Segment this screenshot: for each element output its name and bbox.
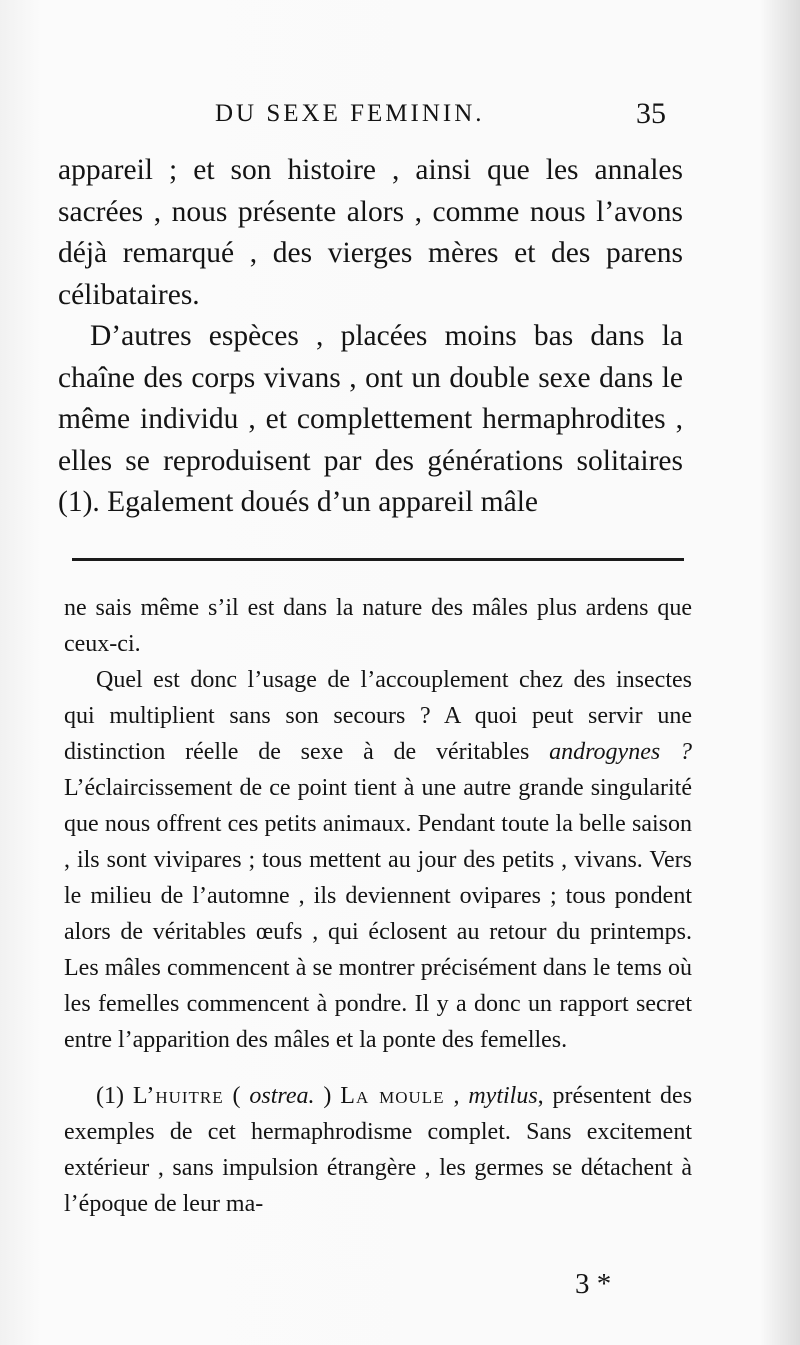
running-title: DU SEXE FEMININ. [215,100,485,127]
footnote-1 [64,1078,692,1222]
footnote-text: , présentent des exemples de cet hermaphrodisme complet. Sans excitement extérieur , sans impulsion étrangère , les germes se détachent à l’époque de leur ma- [64,1083,693,1217]
signature-mark: 3 * [575,1268,612,1300]
punctuation: ( [223,1083,250,1109]
note-continuation: ne sais même s’il est dans la nature des mâles plus ardens que ceux-ci. [64,595,692,657]
punctuation: , [444,1083,469,1109]
note-text: L’éclaircissement de ce point tient à une autre grande singularité que nous offrent ces petits animaux. Pendant toute la belle saison , ils sont vivipares ; tous mettent au jour des petits , vivans. Vers le milieu de l’automne , ils deviennent ovipares ; tous pondent alors de véritables œufs , qui éclosent au retour du printemps. Les mâles commencent à se montrer précisément dans le tems où les femelles commencent à pondre. Il y a donc un rapport secret entre l’apparition des mâles et la ponte des femelles. [64,775,692,1053]
term-mytilus: mytilus [468,1083,538,1109]
footnote-separator-rule [72,558,684,561]
page-number: 35 [636,97,666,130]
punctuation: ) [314,1083,341,1109]
note-text: Quel est donc l’usage de l’accouplement chez des insectes qui multiplient sans son secours ? A quoi peut servir une distinction réelle de sexe à de véritables [64,667,692,765]
main-paragraph: D’autres espèces , placées moins bas dans la chaîne des corps vivans , ont un double sexe dans le même individu , et complettement hermaphrodites , elles se reproduisent par des générations solitaires (1). Egalement doués d’un appareil mâle [58,320,683,518]
term-huitre: L’huitre [132,1083,224,1109]
emphasis-androgynes: androgynes ? [549,739,693,765]
footnote-marker: (1) [96,1083,133,1109]
main-text [58,150,683,524]
term-moule: La moule [340,1083,445,1109]
note-paragraph [64,662,692,1058]
notes-section [64,590,692,1222]
main-paragraph: appareil ; et son histoire , ainsi que les annales sacrées , nous présente alors , comme nous l’avons déjà remarqué , des vierges mères et des parens célibataires. [58,154,683,311]
term-ostrea: ostrea. [249,1083,315,1109]
